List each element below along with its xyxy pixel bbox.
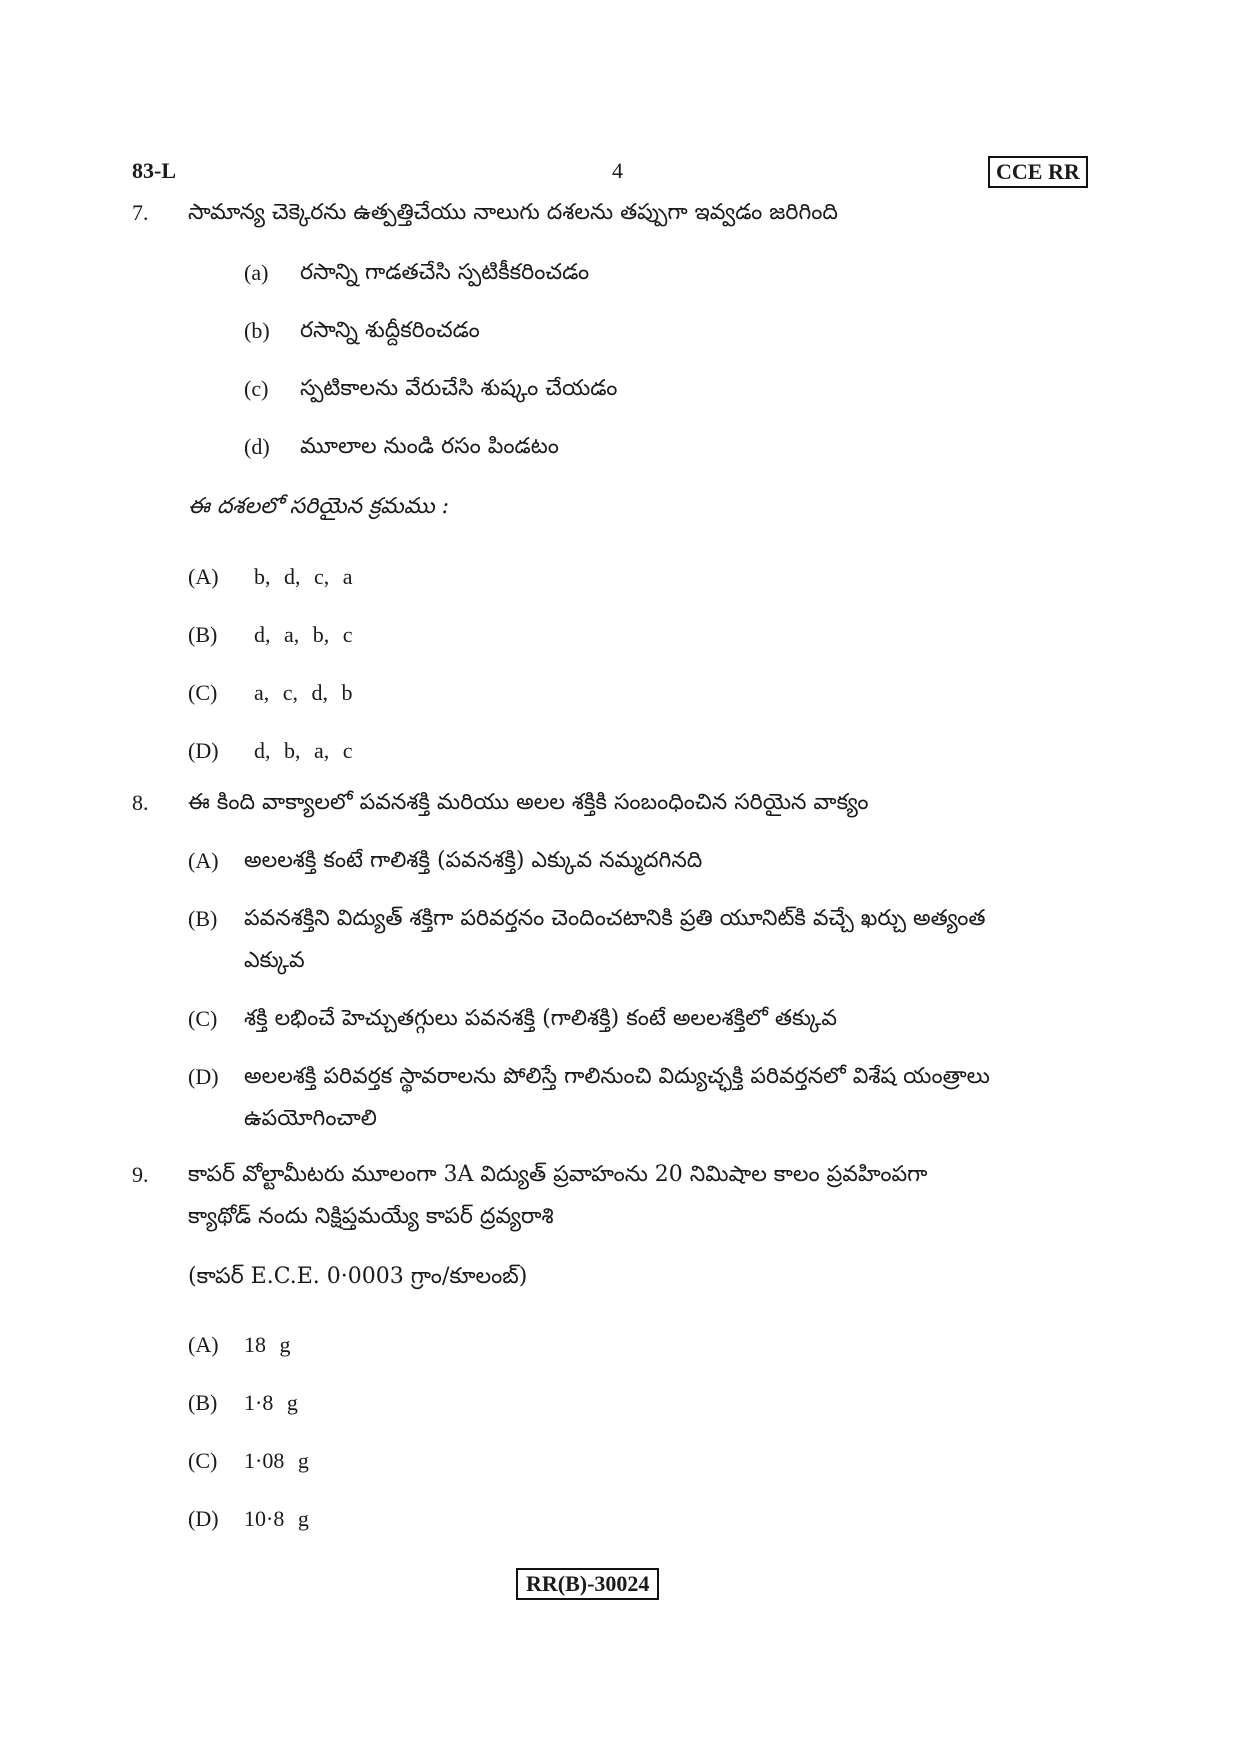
q7-option-b-label: (B) [188, 622, 218, 647]
q8-option-d-text-line2: ఉపయోగించాలి [244, 1106, 377, 1131]
q9-option-a-text: 18 g [244, 1332, 291, 1357]
q7-option-d-text: d, b, a, c [254, 738, 353, 763]
q9-option-d-label: (D) [188, 1506, 219, 1531]
question-9-text-line2: క్యాథోడ్ నందు నిక్షిప్తమయ్యే కాపర్ ద్రవ్యరాశి [188, 1204, 554, 1229]
q8-option-b-text-line2: ఎక్కువ [244, 948, 305, 973]
q9-option-c-label: (C) [188, 1448, 218, 1473]
question-8-text: ఈ కింది వాక్యాలలో పవనశక్తి మరియు అలల శక్తికి సంబంధించిన సరియైన వాక్యం [188, 790, 869, 815]
footer-code-box: RR(B)-30024 [516, 1568, 659, 1600]
q7-option-c-text: a, c, d, b [254, 680, 353, 705]
q7-option-c-label: (C) [188, 680, 218, 705]
q9-option-a-label: (A) [188, 1332, 219, 1357]
q8-option-d-text-line1: అలలశక్తి పరివర్తక స్థావరాలను పోలిస్తే గాలినుంచి విద్యుచ్ఛక్తి పరివర్తనలో విశేష యంత్రాలు [244, 1064, 990, 1089]
q8-option-a-text: అలలశక్తి కంటే గాలిశక్తి (పవనశక్తి) ఎక్కువ నమ్మదగినది [244, 848, 703, 873]
paper-code: 83-L [132, 158, 176, 183]
q8-option-c-label: (C) [188, 1006, 218, 1031]
q7-option-a-text: b, d, c, a [254, 564, 353, 589]
q9-option-b-label: (B) [188, 1390, 218, 1415]
q7-option-b-text: d, a, b, c [254, 622, 353, 647]
question-8-number: 8. [132, 790, 149, 815]
q9-option-c-text: 1·08 g [244, 1448, 309, 1473]
q7-prompt: ఈ దశలలో సరియైన క్రమము : [188, 494, 449, 519]
q9-option-d-text: 10·8 g [244, 1506, 309, 1531]
q7-step-c-label: (c) [244, 376, 269, 401]
q7-step-a-label: (a) [244, 260, 269, 285]
question-7-number: 7. [132, 200, 149, 225]
q7-option-d-label: (D) [188, 738, 219, 763]
q8-option-c-text: శక్తి లభించే హెచ్చుతగ్గులు పవనశక్తి (గాలిశక్తి) కంటే అలలశక్తిలో తక్కువ [244, 1006, 837, 1031]
q8-option-b-text-line1: పవనశక్తిని విద్యుత్ శక్తిగా పరివర్తనం చెందించటానికి ప్రతి యూనిట్‌కి వచ్చే ఖర్చు అత్యంత [244, 906, 986, 931]
q7-step-a-text: రసాన్ని గాడతచేసి స్పటికీకరించడం [300, 260, 590, 285]
q9-option-b-text: 1·8 g [244, 1390, 298, 1415]
q7-step-b-text: రసాన్ని శుద్దీకరించడం [300, 318, 480, 343]
question-7-text: సామాన్య చెక్కెరను ఉత్పత్తిచేయు నాలుగు దశలను తప్పుగా ఇవ్వడం జరిగింది [188, 200, 838, 225]
q7-option-a-label: (A) [188, 564, 219, 589]
q8-option-b-label: (B) [188, 906, 218, 931]
q7-step-c-text: స్పటికాలను వేరుచేసి శుష్కం చేయడం [300, 376, 618, 401]
q7-step-d-label: (d) [244, 434, 270, 459]
q7-step-d-text: మూలాల నుండి రసం పిండటం [300, 434, 559, 459]
question-9-text-line1: కాపర్ వోల్టామీటరు మూలంగా 3A విద్యుత్ ప్రవాహంను 20 నిమిషాల కాలం ప్రవహింపగా [188, 1162, 928, 1187]
page-number: 4 [612, 158, 623, 183]
question-9-number: 9. [132, 1162, 149, 1187]
series-box: CCE RR [988, 156, 1088, 188]
q8-option-a-label: (A) [188, 848, 219, 873]
q9-given-data: (కాపర్ E.C.E. 0·0003 గ్రాం/కూలంబ్) [188, 1264, 528, 1289]
q7-step-b-label: (b) [244, 318, 270, 343]
q8-option-d-label: (D) [188, 1064, 219, 1089]
